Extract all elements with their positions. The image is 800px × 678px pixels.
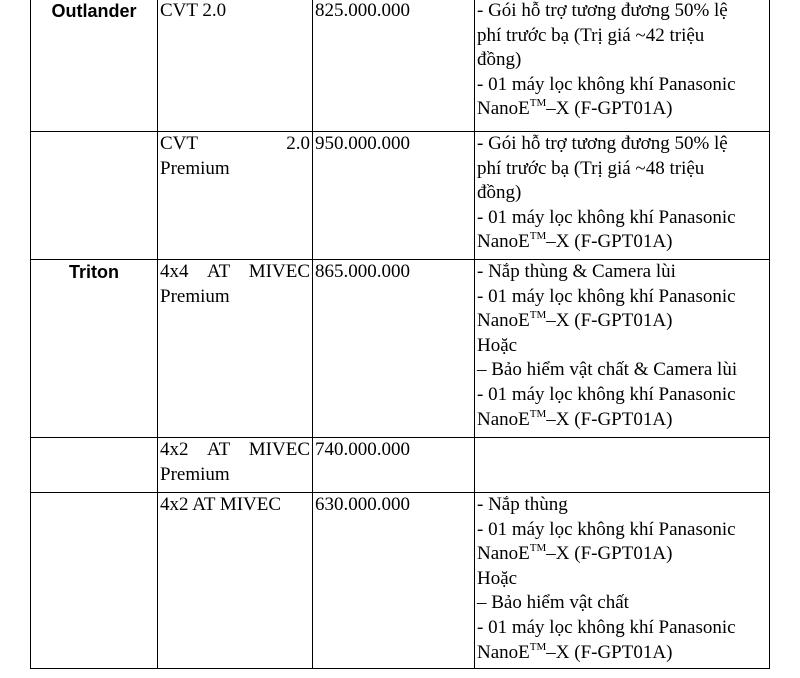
version-cell <box>158 132 313 260</box>
gift-line-nanoe: NanoE™–X (F-GPT01A) <box>477 230 673 253</box>
trademark-sup: TM <box>529 230 547 243</box>
price-value: 740.000.000 <box>315 439 410 460</box>
version-line: Premium <box>160 157 230 179</box>
gift-cell <box>475 438 770 493</box>
trademark-sup: TM <box>529 542 547 555</box>
gift-cell <box>475 132 770 260</box>
promotion-table <box>30 0 770 669</box>
gift-line: - Gói hỗ trợ tương đương 50% lệ <box>477 133 728 154</box>
gift-line: - Nắp thùng <box>477 494 568 515</box>
model-name: Outlander <box>51 1 137 21</box>
table-row <box>31 0 770 132</box>
trademark-sup: TM <box>529 407 547 420</box>
model-cell <box>31 438 158 493</box>
trademark-sup: TM <box>529 640 547 653</box>
price-cell <box>313 132 475 260</box>
gift-cell <box>475 0 770 132</box>
gift-or: Hoặc <box>477 334 518 356</box>
model-cell <box>31 132 158 260</box>
gift-line: phí trước bạ (Trị giá ~48 triệu <box>477 157 705 179</box>
gift-line-nanoe: NanoE™–X (F-GPT01A) <box>477 407 673 430</box>
gift-line: đồng) <box>477 182 522 204</box>
version-line: Premium <box>160 285 230 307</box>
price-value: 630.000.000 <box>315 494 410 515</box>
gift-line: - 01 máy lọc không khí Panasonic <box>477 383 736 405</box>
version-line: 4x4 AT MIVEC <box>160 261 310 282</box>
gift-or: Hoặc <box>477 567 518 589</box>
price-value: 950.000.000 <box>315 133 410 154</box>
trademark-sup: TM <box>529 309 547 322</box>
gift-line: - Nắp thùng & Camera lùi <box>477 261 676 282</box>
gift-line: - Gói hỗ trợ tương đương 50% lệ <box>477 0 728 21</box>
version-cell <box>158 438 313 493</box>
gift-cell <box>475 493 770 669</box>
price-cell <box>313 260 475 438</box>
version-name: CVT 2.0 <box>160 0 227 21</box>
price-cell <box>313 438 475 493</box>
version-cell <box>158 493 313 669</box>
gift-cell <box>475 260 770 438</box>
gift-line-nanoe: NanoE™–X (F-GPT01A) <box>477 542 673 565</box>
version-cell <box>158 260 313 438</box>
model-name: Triton <box>69 262 119 282</box>
version-cell <box>158 0 313 132</box>
price-value: 825.000.000 <box>315 0 410 21</box>
gift-line: - 01 máy lọc không khí Panasonic <box>477 206 736 228</box>
model-cell <box>31 260 158 438</box>
table-row <box>31 132 770 260</box>
gift-line: – Bảo hiểm vật chất & Camera lùi <box>477 359 738 381</box>
price-cell <box>313 0 475 132</box>
gift-line-nanoe: NanoE™–X (F-GPT01A) <box>477 97 673 120</box>
model-cell <box>31 0 158 132</box>
gift-line: phí trước bạ (Trị giá ~42 triệu <box>477 24 705 46</box>
gift-line: - 01 máy lọc không khí Panasonic <box>477 285 736 307</box>
gift-line: – Bảo hiểm vật chất <box>477 592 629 614</box>
gift-line: đồng) <box>477 49 522 71</box>
gift-line: - 01 máy lọc không khí Panasonic <box>477 518 736 540</box>
gift-line: - 01 máy lọc không khí Panasonic <box>477 73 736 95</box>
table-row <box>31 260 770 438</box>
version-line: 4x2 AT MIVEC <box>160 439 310 460</box>
gift-line-nanoe: NanoE™–X (F-GPT01A) <box>477 309 673 332</box>
price-value: 865.000.000 <box>315 261 410 282</box>
price-cell <box>313 493 475 669</box>
table-row <box>31 438 770 493</box>
version-line: Premium <box>160 463 230 485</box>
model-cell <box>31 493 158 669</box>
gift-line-nanoe: NanoE™–X (F-GPT01A) <box>477 640 673 663</box>
table-row <box>31 493 770 669</box>
trademark-sup: TM <box>529 97 547 110</box>
version-line: CVT 2.0 <box>160 133 310 154</box>
version-name: 4x2 AT MIVEC <box>160 494 282 515</box>
gift-line: - 01 máy lọc không khí Panasonic <box>477 616 736 638</box>
